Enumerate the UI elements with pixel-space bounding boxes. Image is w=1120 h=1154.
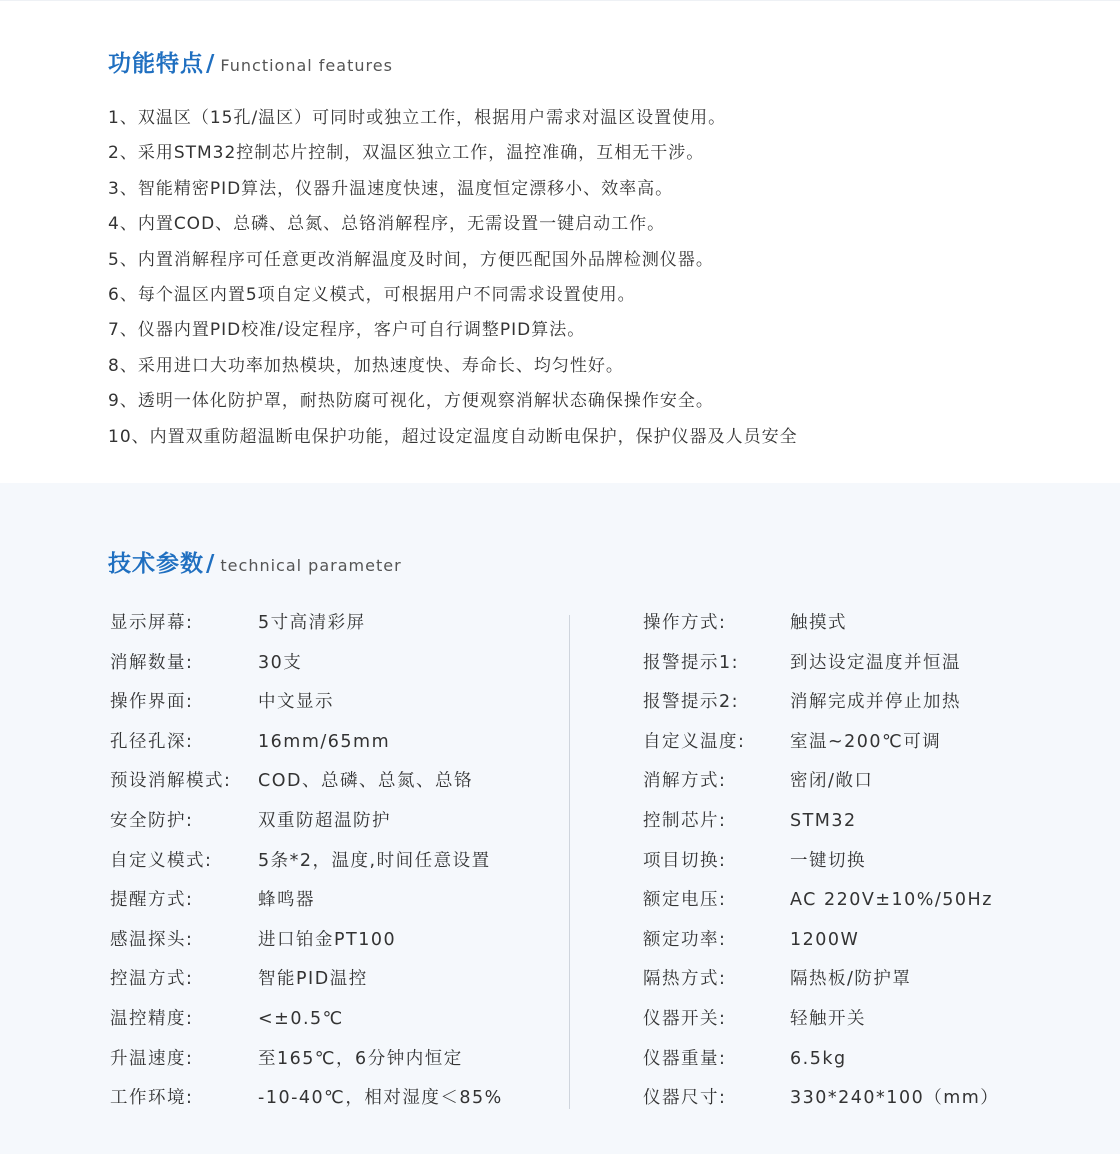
param-row xyxy=(110,1084,550,1124)
param-value: 密闭/敞口 xyxy=(790,771,874,792)
feature-item: 2、采用STM32控制芯片控制，双温区独立工作，温控准确，互相无干涉。 xyxy=(108,143,705,164)
param-row xyxy=(110,807,550,847)
feature-item: 10、内置双重防超温断电保护功能，超过设定温度自动断电保护，保护仪器及人员安全 xyxy=(108,426,798,447)
features-title-zh: 功能特点 xyxy=(108,51,204,77)
features-list xyxy=(108,105,798,459)
param-row xyxy=(110,965,550,1005)
param-label: 额定电压: xyxy=(643,890,727,911)
feature-item: 8、采用进口大功率加热模块，加热速度快、寿命长、均匀性好。 xyxy=(108,355,624,376)
param-row xyxy=(643,1084,1063,1124)
param-value: 消解完成并停止加热 xyxy=(790,692,961,713)
param-value: 智能PID温控 xyxy=(258,969,368,990)
param-value: 5寸高清彩屏 xyxy=(258,613,366,633)
param-value: 至165℃，6分钟内恒定 xyxy=(258,1048,463,1069)
param-row xyxy=(643,926,1063,966)
param-label: 报警提示2: xyxy=(643,692,740,713)
param-label: 消解方式: xyxy=(643,771,727,792)
param-value: 30支 xyxy=(258,652,303,673)
param-row xyxy=(643,609,1063,649)
param-row xyxy=(643,728,1063,768)
feature-item: 5、内置消解程序可任意更改消解温度及时间，方便匹配国外品牌检测仪器。 xyxy=(108,249,714,270)
param-value: COD、总磷、总氮、总铬 xyxy=(258,771,473,792)
feature-item: 6、每个温区内置5项自定义模式，可根据用户不同需求设置使用。 xyxy=(108,284,636,305)
param-label: 安全防护: xyxy=(110,810,194,831)
param-row xyxy=(110,1045,550,1085)
param-row xyxy=(110,767,550,807)
param-row xyxy=(643,886,1063,926)
param-row xyxy=(643,767,1063,807)
feature-item: 9、透明一体化防护罩，耐热防腐可视化，方便观察消解状态确保操作安全。 xyxy=(108,391,714,412)
features-title-slash: / xyxy=(206,51,215,77)
param-row xyxy=(643,1005,1063,1045)
functional-features-section xyxy=(0,0,1120,483)
param-value: <±0.5℃ xyxy=(258,1008,344,1029)
param-value: 5条*2，温度,时间任意设置 xyxy=(258,850,491,871)
param-value: 轻触开关 xyxy=(790,1008,866,1029)
param-row xyxy=(110,609,550,649)
param-row xyxy=(110,688,550,728)
param-row xyxy=(643,1045,1063,1085)
param-value: STM32 xyxy=(790,810,857,831)
param-row xyxy=(643,965,1063,1005)
param-label: 温控精度: xyxy=(110,1008,194,1029)
features-heading xyxy=(108,45,393,78)
param-label: 报警提示1: xyxy=(643,652,740,673)
param-value: 到达设定温度并恒温 xyxy=(790,652,961,673)
param-value: 隔热板/防护罩 xyxy=(790,969,912,990)
param-row xyxy=(643,688,1063,728)
param-value: 触摸式 xyxy=(790,613,847,633)
param-row xyxy=(643,847,1063,887)
param-value: 330*240*100（mm） xyxy=(790,1088,1000,1109)
param-label: 仪器尺寸: xyxy=(643,1088,727,1109)
param-value: AC 220V±10%/50Hz xyxy=(790,890,993,911)
params-right-column xyxy=(643,609,1063,1124)
param-value: 进口铂金PT100 xyxy=(258,929,397,950)
param-label: 感温探头: xyxy=(110,929,194,950)
param-value: 一键切换 xyxy=(790,850,866,871)
column-divider xyxy=(569,615,570,1109)
param-label: 提醒方式: xyxy=(110,890,194,911)
param-label: 升温速度: xyxy=(110,1048,194,1069)
param-value: 室温~200℃可调 xyxy=(790,731,942,752)
param-label: 项目切换: xyxy=(643,850,727,871)
param-row xyxy=(110,847,550,887)
param-label: 操作方式: xyxy=(643,613,727,633)
param-row xyxy=(110,728,550,768)
param-row xyxy=(110,649,550,689)
param-row xyxy=(110,886,550,926)
param-row xyxy=(110,1005,550,1045)
params-title-en: technical parameter xyxy=(220,556,402,575)
param-row xyxy=(643,807,1063,847)
params-heading xyxy=(108,545,402,578)
param-label: 仪器重量: xyxy=(643,1048,727,1069)
param-label: 自定义温度: xyxy=(643,731,746,752)
param-label: 孔径孔深: xyxy=(110,731,194,752)
feature-item: 4、内置COD、总磷、总氮、总铬消解程序，无需设置一键启动工作。 xyxy=(108,214,666,235)
param-label: 工作环境: xyxy=(110,1088,194,1109)
param-value: 蜂鸣器 xyxy=(258,890,315,911)
features-title-en: Functional features xyxy=(220,56,393,75)
params-left-column xyxy=(110,609,550,1124)
param-label: 隔热方式: xyxy=(643,969,727,990)
param-label: 额定功率: xyxy=(643,929,727,950)
param-label: 控温方式: xyxy=(110,969,194,990)
params-title-zh: 技术参数 xyxy=(108,551,204,577)
param-label: 操作界面: xyxy=(110,692,194,713)
feature-item: 7、仪器内置PID校准/设定程序，客户可自行调整PID算法。 xyxy=(108,320,586,341)
param-value: 双重防超温防护 xyxy=(258,810,391,831)
param-label: 显示屏幕: xyxy=(110,613,194,633)
param-label: 控制芯片: xyxy=(643,810,727,831)
param-row xyxy=(110,926,550,966)
param-label: 自定义模式: xyxy=(110,850,213,871)
param-row xyxy=(643,649,1063,689)
technical-parameter-section xyxy=(0,483,1120,1154)
param-label: 仪器开关: xyxy=(643,1008,727,1029)
param-label: 预设消解模式: xyxy=(110,771,232,792)
param-value: 1200W xyxy=(790,929,860,950)
param-value: 16mm/65mm xyxy=(258,731,391,752)
param-value: 中文显示 xyxy=(258,692,334,713)
feature-item: 1、双温区（15孔/温区）可同时或独立工作，根据用户需求对温区设置使用。 xyxy=(108,108,727,128)
param-value: 6.5kg xyxy=(790,1048,847,1069)
param-label: 消解数量: xyxy=(110,652,194,673)
param-value: -10-40℃，相对湿度＜85% xyxy=(258,1088,503,1109)
feature-item: 3、智能精密PID算法，仪器升温速度快速，温度恒定漂移小、效率高。 xyxy=(108,178,674,199)
params-title-slash: / xyxy=(206,551,215,577)
